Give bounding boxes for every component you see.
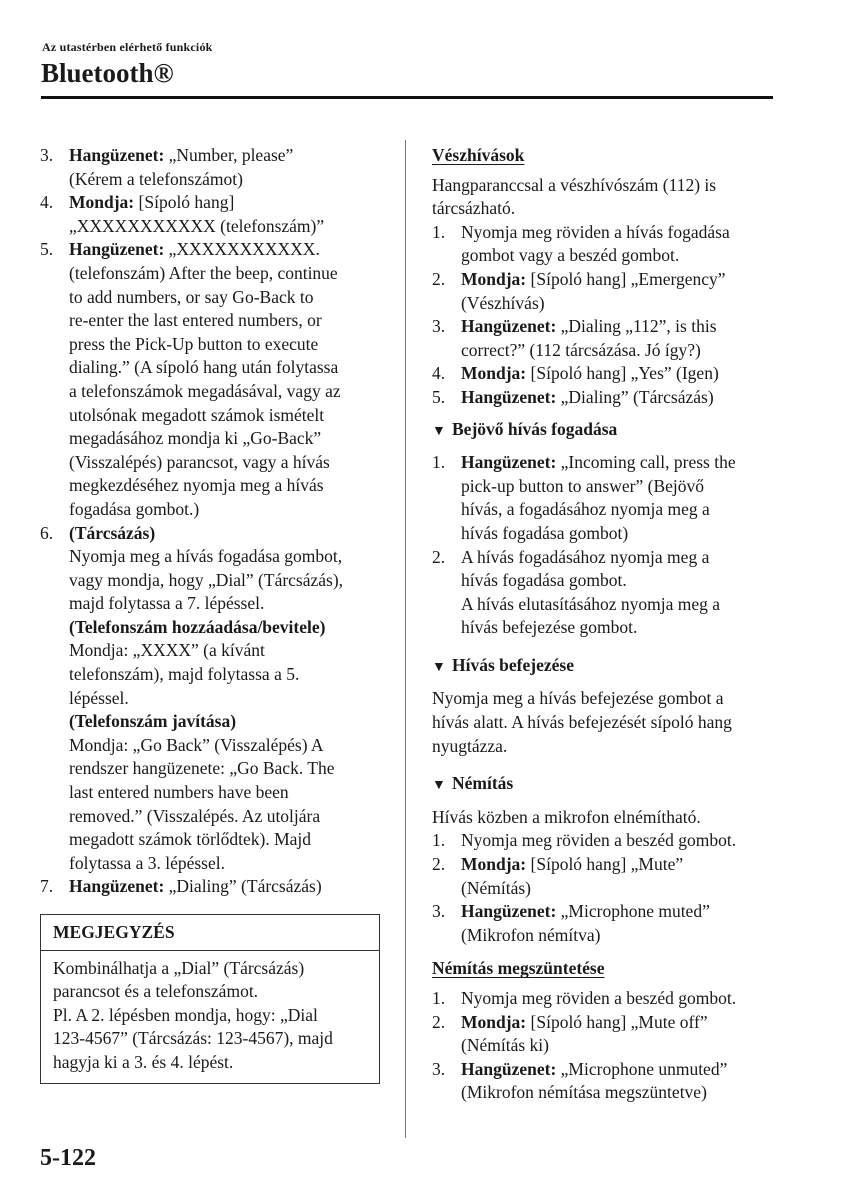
- list-item: [432, 221, 777, 268]
- item-line: [69, 215, 380, 239]
- item-label: Mondja:: [69, 192, 135, 213]
- correct-text-2: rendszer hangüzenete: „Go Back. The: [69, 758, 335, 779]
- section-heading: Az utastérben elérhető funkciók: [42, 40, 213, 54]
- item-line: [461, 362, 777, 386]
- note-line: Kombinálhatja a „Dial” (Tárcsázás): [53, 957, 305, 978]
- item-text: (Kérem a telefonszámot): [69, 168, 243, 189]
- item-line: [69, 356, 380, 380]
- item-number: 3.: [432, 901, 446, 922]
- item-line: [461, 616, 777, 640]
- item-line: [461, 315, 777, 339]
- item-body: [461, 987, 777, 1011]
- item-number: 3.: [40, 145, 54, 165]
- item-label: Hangüzenet:: [69, 876, 165, 897]
- dial-text-1: Nyomja meg a hívás fogadása gombot,: [69, 546, 343, 567]
- item-line: [461, 339, 777, 363]
- item-text: (Mikrofon némítása megszüntetve): [461, 1082, 707, 1103]
- note-body: [41, 951, 379, 1083]
- item-line: [69, 427, 380, 451]
- triangle-bullet-icon: ▼: [432, 659, 446, 675]
- item-text: „Incoming call, press the: [556, 452, 736, 473]
- item-text: dialing.” (A sípoló hang után folytassa: [69, 357, 339, 378]
- item-text: (Némítás): [461, 877, 531, 898]
- end-call-text-1: Nyomja meg a hívás befejezése gombot a: [432, 688, 724, 709]
- mute-intro: Hívás közben a mikrofon elnémítható.: [432, 806, 701, 827]
- item-body: [461, 268, 777, 315]
- emergency-heading: Vészhívások: [432, 145, 525, 165]
- unmute-heading: Némítás megszüntetése: [432, 958, 605, 979]
- mute-title: Némítás: [452, 773, 514, 794]
- item-label: Hangüzenet:: [69, 145, 165, 165]
- item-number: 2.: [432, 1011, 446, 1032]
- item-text: „Dialing „112”, is this: [556, 316, 717, 337]
- incoming-call-title: Bejövő hívás fogadása: [452, 418, 618, 439]
- item-text: „Dialing” (Tárcsázás): [556, 386, 714, 407]
- list-item: [40, 144, 380, 191]
- item-line: [69, 404, 380, 428]
- item-number: 5.: [432, 386, 446, 407]
- item-line: [69, 474, 380, 498]
- item-text: Nyomja meg röviden a beszéd gombot.: [461, 830, 737, 851]
- item-label: Mondja:: [461, 854, 527, 875]
- item-line: [461, 268, 777, 292]
- item-line: [461, 593, 777, 617]
- note-line: 123-4567” (Tárcsázás: 123-4567), majd: [53, 1028, 333, 1049]
- item-text: fogadása gombot.): [69, 498, 200, 519]
- correct-text-3: last entered numbers have been: [69, 782, 289, 803]
- item-body: [461, 221, 777, 268]
- item-line: [461, 1058, 777, 1082]
- item-body: [461, 362, 777, 386]
- item-number: 2.: [432, 546, 446, 567]
- note-line: parancsot és a telefonszámot.: [53, 981, 259, 1002]
- item-number: 2.: [432, 854, 446, 875]
- item-label: Hangüzenet:: [461, 386, 557, 407]
- item-text: megadásához mondja ki „Go-Back”: [69, 428, 322, 449]
- item-body: [461, 546, 777, 640]
- item-line: [69, 144, 380, 168]
- item-text: A hívás elutasításához nyomja meg a: [461, 593, 721, 614]
- correct-text-6: folytassa a 3. lépéssel.: [69, 852, 225, 873]
- item-number: 1.: [432, 830, 446, 851]
- item-line: [461, 292, 777, 316]
- list-item: [432, 853, 777, 900]
- item-text: „Number, please”: [164, 145, 294, 165]
- list-item: [432, 829, 777, 853]
- header-rule: [41, 96, 773, 99]
- item-body: [461, 1011, 777, 1058]
- item-text: re-enter the last entered numbers, or: [69, 310, 322, 331]
- item-number: 1.: [432, 988, 446, 1008]
- item-text: A hívás fogadásához nyomja meg a: [461, 546, 710, 567]
- end-call-text-2: hívás alatt. A hívás befejezését sípoló hang: [432, 712, 732, 733]
- incoming-call-heading: [432, 418, 777, 444]
- item-text: utolsónak megadott számok ismételt: [69, 404, 325, 425]
- list-item: [432, 386, 777, 410]
- item-number: 2.: [432, 268, 446, 289]
- item-body: [461, 451, 777, 545]
- item-text: (Vészhívás): [461, 292, 545, 313]
- item-text: hívás fogadása gombot.: [461, 570, 627, 591]
- item-text: correct?” (112 tárcsázása. Jó így?): [461, 339, 701, 360]
- item-body: [461, 315, 777, 362]
- item-number: 1.: [432, 221, 446, 242]
- item-label: Mondja:: [461, 363, 527, 384]
- left-step-list: [40, 144, 380, 522]
- emergency-intro-1: Hangparanccsal a vészhívószám (112) is: [432, 174, 717, 195]
- item-label: Mondja:: [461, 268, 527, 289]
- item-body: [461, 829, 777, 853]
- note-line: Pl. A 2. lépésben mondja, hogy: „Dial: [53, 1004, 318, 1025]
- item-line: [69, 286, 380, 310]
- item-body: [69, 191, 380, 238]
- item-body: [69, 522, 380, 876]
- item-text: hívás, a fogadásához nyomja meg a: [461, 499, 710, 520]
- incoming-step-list: [432, 451, 777, 640]
- item-text: [Sípoló hang] „Emergency”: [526, 268, 726, 289]
- list-item: [432, 1058, 777, 1105]
- add-number-heading: (Telefonszám hozzáadása/bevitele): [69, 616, 326, 637]
- list-item: [40, 238, 380, 521]
- item-line: [69, 451, 380, 475]
- dial-text-2: vagy mondja, hogy „Dial” (Tárcsázás),: [69, 569, 344, 590]
- item-text: [Sípoló hang]: [134, 192, 235, 213]
- item-line: [461, 221, 777, 245]
- item-line: [69, 168, 380, 192]
- emergency-intro-2: tárcsázható.: [432, 198, 516, 219]
- item-number: 3.: [432, 316, 446, 337]
- item-text: (Mikrofon némítva): [461, 924, 601, 945]
- item-text: [Sípoló hang] „Mute off”: [526, 1011, 708, 1032]
- note-line: hagyja ki a 3. és 4. lépést.: [53, 1051, 234, 1072]
- item-label: Mondja:: [461, 1011, 527, 1032]
- item-label: Hangüzenet:: [461, 452, 557, 473]
- correct-number-heading: (Telefonszám javítása): [69, 711, 237, 732]
- dial-heading: (Tárcsázás): [69, 522, 156, 543]
- list-item: [432, 268, 777, 315]
- item-line: [461, 1011, 777, 1035]
- add-number-text-3: lépéssel.: [69, 687, 129, 708]
- list-item: [432, 1011, 777, 1058]
- list-item: [40, 522, 380, 876]
- item-text: [Sípoló hang] „Yes” (Igen): [526, 363, 719, 384]
- right-column: [432, 144, 777, 1105]
- item-label: Hangüzenet:: [461, 1058, 557, 1079]
- item-line: [461, 546, 777, 570]
- item-text: Nyomja meg röviden a beszéd gombot.: [461, 988, 737, 1008]
- item-label: Hangüzenet:: [461, 316, 557, 337]
- list-item: [432, 362, 777, 386]
- item-number: 1.: [432, 452, 446, 473]
- item-label: Hangüzenet:: [461, 901, 557, 922]
- left-column: [40, 144, 380, 1084]
- item-line: [461, 498, 777, 522]
- correct-text-1: Mondja: „Go Back” (Visszalépés) A: [69, 734, 324, 755]
- item-text: Nyomja meg röviden a hívás fogadása: [461, 221, 730, 242]
- item-text: hívás fogadása gombot): [461, 522, 629, 543]
- item-number: 3.: [432, 1058, 446, 1079]
- correct-text-5: megadott számok törlődtek). Majd: [69, 829, 312, 850]
- item-text: a telefonszámok megadásával, vagy az: [69, 380, 341, 401]
- list-item: [432, 987, 777, 1011]
- add-number-text-2: telefonszám), majd folytassa a 5.: [69, 664, 300, 685]
- item-line: [461, 924, 777, 948]
- item-line: [69, 309, 380, 333]
- item-text: [Sípoló hang] „Mute”: [526, 854, 684, 875]
- item-line: [461, 475, 777, 499]
- item-line: [461, 1034, 777, 1058]
- item-line: [461, 900, 777, 924]
- item-text: hívás befejezése gombot.: [461, 617, 638, 638]
- item-body: [461, 386, 777, 410]
- list-item: [432, 315, 777, 362]
- item-line: [461, 829, 777, 853]
- dial-text-3: majd folytassa a 7. lépéssel.: [69, 593, 265, 614]
- note-box: [40, 914, 380, 1084]
- item-text: „XXXXXXXXXXX (telefonszám)”: [69, 215, 325, 236]
- list-item: [432, 451, 777, 545]
- item-number: 4.: [40, 192, 54, 213]
- triangle-bullet-icon: ▼: [432, 778, 446, 794]
- item-text: „Dialing” (Tárcsázás): [164, 876, 322, 897]
- item-line: [461, 569, 777, 593]
- list-item: [40, 191, 380, 238]
- correct-text-4: removed.” (Visszalépés. Az utoljára: [69, 805, 321, 826]
- item-line: [461, 386, 777, 410]
- item-line: [69, 262, 380, 286]
- triangle-bullet-icon: ▼: [432, 423, 446, 439]
- item-text: „XXXXXXXXXXX.: [164, 239, 320, 260]
- item-number: 7.: [40, 876, 54, 897]
- item-line: [461, 522, 777, 546]
- item-line: [69, 238, 380, 262]
- column-divider: [405, 140, 406, 1138]
- item-number: 5.: [40, 239, 54, 260]
- list-item: [432, 546, 777, 640]
- item-line: [69, 498, 380, 522]
- item-line: [69, 191, 380, 215]
- item-body: [461, 1058, 777, 1105]
- item-line: [461, 1081, 777, 1105]
- item-text: (Némítás ki): [461, 1035, 549, 1056]
- page-number: 5-122: [40, 1145, 96, 1171]
- item-line: [461, 244, 777, 268]
- page-title: Bluetooth®: [41, 58, 174, 88]
- mute-heading: [432, 772, 777, 798]
- item-text: (Visszalépés) parancsot, vagy a hívás: [69, 451, 330, 472]
- item-line: [461, 451, 777, 475]
- item-body: [69, 238, 380, 521]
- end-call-title: Hívás befejezése: [452, 654, 574, 675]
- item-body: [461, 853, 777, 900]
- item-label: Hangüzenet:: [69, 239, 165, 260]
- item-number: 6.: [40, 522, 54, 543]
- item-text: „Microphone muted”: [556, 901, 710, 922]
- item-line: [69, 333, 380, 357]
- item-line: [461, 987, 777, 1011]
- add-number-text-1: Mondja: „XXXX” (a kívánt: [69, 640, 265, 661]
- item-number: 4.: [432, 363, 446, 384]
- item-body: [461, 900, 777, 947]
- mute-step-list: [432, 829, 777, 947]
- item-line: [69, 380, 380, 404]
- end-call-text-3: nyugtázza.: [432, 735, 508, 756]
- emergency-step-list: [432, 221, 777, 410]
- item-body: [69, 875, 380, 899]
- item-text: to add numbers, or say Go-Back to: [69, 286, 314, 307]
- item-text: gombot vagy a beszéd gombot.: [461, 245, 680, 266]
- item-text: (telefonszám) After the beep, continue: [69, 262, 338, 283]
- item-line: [461, 853, 777, 877]
- note-title: MEGJEGYZÉS: [41, 915, 379, 951]
- unmute-step-list: [432, 987, 777, 1105]
- item-text: „Microphone unmuted”: [556, 1058, 728, 1079]
- item-body: [69, 144, 380, 191]
- list-item: [432, 900, 777, 947]
- item-text: pick-up button to answer” (Bejövő: [461, 475, 705, 496]
- item-text: press the Pick-Up button to execute: [69, 333, 319, 354]
- end-call-heading: [432, 654, 777, 680]
- item-text: megkezdéséhez nyomja meg a hívás: [69, 475, 324, 496]
- list-item: [40, 875, 380, 899]
- item-line: [461, 877, 777, 901]
